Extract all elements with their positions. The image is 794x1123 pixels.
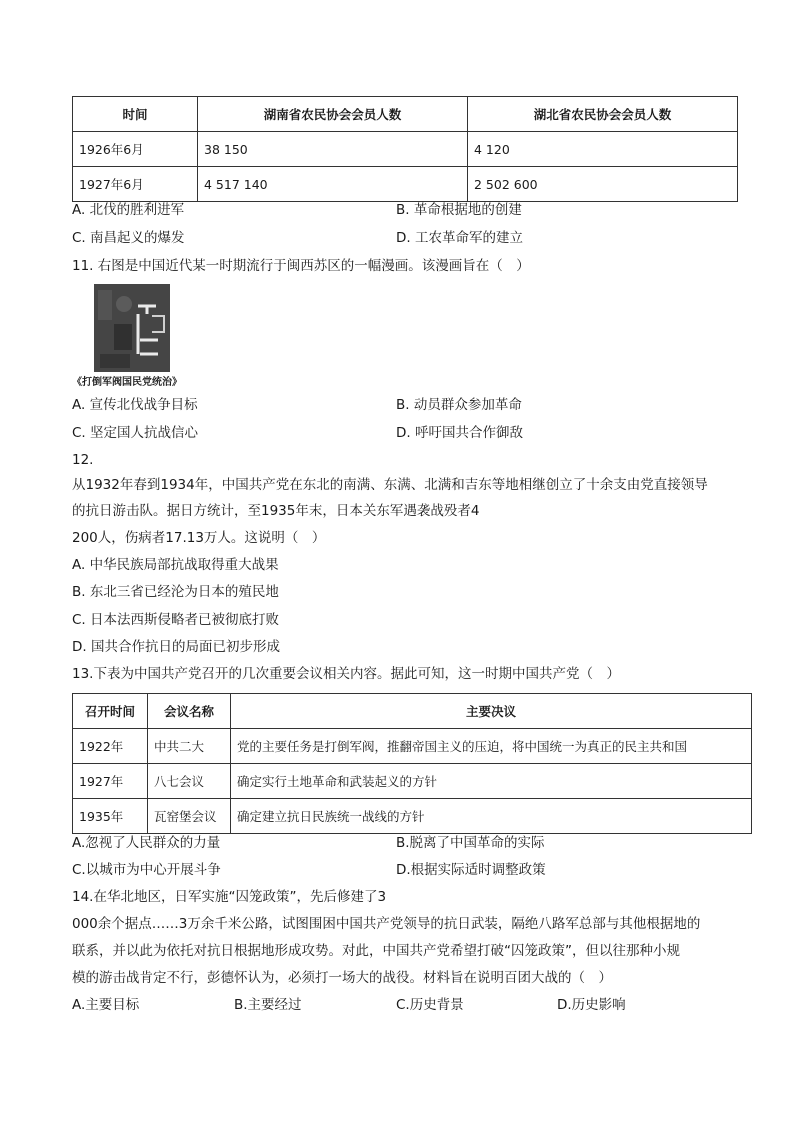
table-cell: 38 150 bbox=[198, 132, 468, 167]
table-cell: 1922年 bbox=[73, 729, 148, 764]
option-a: A.主要目标 bbox=[72, 997, 140, 1013]
table-row bbox=[73, 167, 738, 202]
table-cell: 确定建立抗日民族统一战线的方针 bbox=[231, 799, 752, 834]
meetings-table bbox=[72, 693, 752, 834]
table-cell: 1935年 bbox=[73, 799, 148, 834]
option-c: C. 日本法西斯侵略者已被彻底打败 bbox=[72, 612, 280, 628]
table-row bbox=[73, 132, 738, 167]
option-c: C. 南昌起义的爆发 bbox=[72, 230, 185, 246]
membership-table bbox=[72, 96, 738, 202]
question-14-stem-line: 14.在华北地区，日军实施“囚笼政策”，先后修建了3 bbox=[72, 889, 387, 905]
table-header-cell: 湖南省农民协会会员人数 bbox=[198, 97, 468, 132]
table-header-cell: 湖北省农民协会会员人数 bbox=[468, 97, 738, 132]
option-b: B. 东北三省已经沦为日本的殖民地 bbox=[72, 584, 279, 600]
question-12-stem-line: 200人，伤病者17.13万人。这说明（ ） bbox=[72, 530, 326, 546]
option-d: D.根据实际适时调整政策 bbox=[396, 862, 546, 878]
option-a: A.忽视了人民群众的力量 bbox=[72, 835, 221, 851]
table-cell: 4 517 140 bbox=[198, 167, 468, 202]
option-c: C.历史背景 bbox=[396, 997, 464, 1013]
table-header-cell: 主要决议 bbox=[231, 694, 752, 729]
table-header-row bbox=[73, 694, 752, 729]
option-b: B. 动员群众参加革命 bbox=[396, 397, 522, 413]
table-cell: 4 120 bbox=[468, 132, 738, 167]
table-cell: 1926年6月 bbox=[73, 132, 198, 167]
option-a: A. 宣传北伐战争目标 bbox=[72, 397, 198, 413]
option-a: A. 北伐的胜利进军 bbox=[72, 202, 185, 218]
option-a: A. 中华民族局部抗战取得重大战果 bbox=[72, 557, 279, 573]
cartoon-image bbox=[94, 284, 170, 372]
table-row bbox=[73, 729, 752, 764]
table-cell: 1927年 bbox=[73, 764, 148, 799]
option-b: B. 革命根据地的创建 bbox=[396, 202, 522, 218]
table-cell: 确定实行土地革命和武装起义的方针 bbox=[231, 764, 752, 799]
option-d: D. 工农革命军的建立 bbox=[396, 230, 523, 246]
table-cell: 瓦窑堡会议 bbox=[148, 799, 231, 834]
table-cell: 中共二大 bbox=[148, 729, 231, 764]
question-12-number: 12. bbox=[72, 452, 94, 468]
option-c: C.以城市为中心开展斗争 bbox=[72, 862, 221, 878]
option-c: C. 坚定国人抗战信心 bbox=[72, 425, 199, 441]
question-13-stem: 13.下表为中国共产党召开的几次重要会议相关内容。据此可知，这一时期中国共产党（ ） bbox=[72, 666, 620, 682]
question-14-stem-line: 联系，并以此为依托对抗日根据地形成攻势。对此，中国共产党希望打破“囚笼政策”，但以往那种小规 bbox=[72, 943, 680, 959]
option-d: D.历史影响 bbox=[557, 997, 626, 1013]
question-12-stem-line: 的抗日游击队。据日方统计，至1935年末，日本关东军遇袭战殁者4 bbox=[72, 503, 480, 519]
question-14-stem-line: 000余个据点……3万余千米公路，试图围困中国共产党领导的抗日武装，隔绝八路军总部与其他根据地的 bbox=[72, 916, 701, 932]
option-b: B.脱离了中国革命的实际 bbox=[396, 835, 545, 851]
option-d: D. 呼吁国共合作御敌 bbox=[396, 425, 523, 441]
option-d: D. 国共合作抗日的局面已初步形成 bbox=[72, 639, 280, 655]
table-header-cell: 召开时间 bbox=[73, 694, 148, 729]
table-cell: 2 502 600 bbox=[468, 167, 738, 202]
image-caption: 《打倒军阀国民党统治》 bbox=[72, 377, 182, 388]
question-11-stem: 11. 右图是中国近代某一时期流行于闽西苏区的一幅漫画。该漫画旨在（ ） bbox=[72, 258, 530, 274]
table-header-cell: 会议名称 bbox=[148, 694, 231, 729]
table-row bbox=[73, 799, 752, 834]
table-header-row bbox=[73, 97, 738, 132]
table-cell: 党的主要任务是打倒军阀，推翻帝国主义的压迫，将中国统一为真正的民主共和国 bbox=[231, 729, 752, 764]
option-b: B.主要经过 bbox=[234, 997, 302, 1013]
table-cell: 1927年6月 bbox=[73, 167, 198, 202]
table-header-cell: 时间 bbox=[73, 97, 198, 132]
table-cell: 八七会议 bbox=[148, 764, 231, 799]
question-12-stem-line: 从1932年春到1934年，中国共产党在东北的南满、东满、北满和吉东等地相继创立了十余支由党直接领导 bbox=[72, 477, 708, 493]
question-14-stem-line: 模的游击战肯定不行，彭德怀认为，必须打一场大的战役。材料旨在说明百团大战的（ ） bbox=[72, 970, 612, 986]
table-row bbox=[73, 764, 752, 799]
